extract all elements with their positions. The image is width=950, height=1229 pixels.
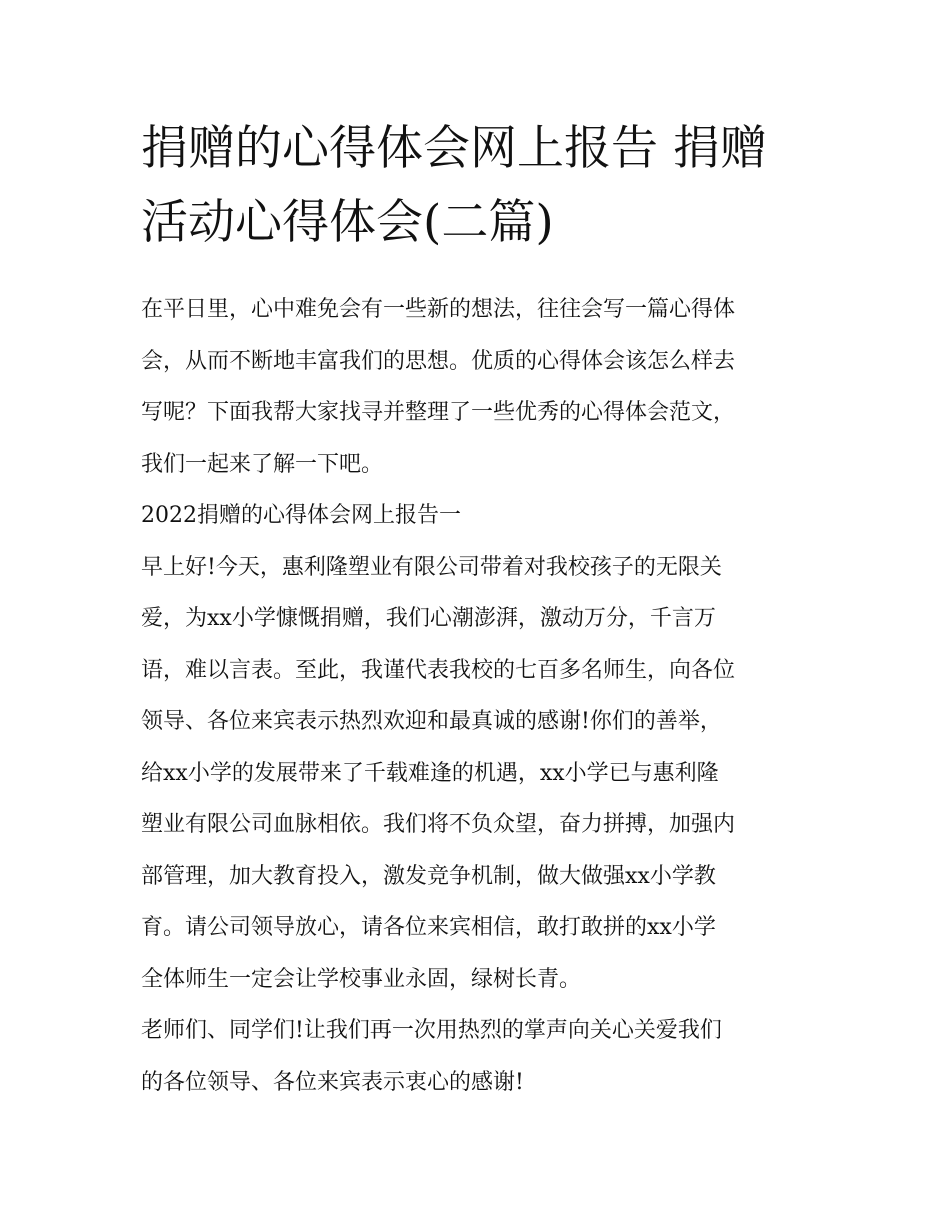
title-line: 活动心得体会(二篇) (141, 195, 554, 250)
text-line: 全体师生一定会让学校事业永固，绿树长青。 (141, 966, 582, 992)
text-line: 部管理，加大教育投入，激发竞争机制，做大做强xx小学教 (141, 863, 716, 889)
document-body (141, 284, 813, 1108)
closing-paragraph (141, 1005, 813, 1108)
title-line: 捐赠的心得体会网上报告 捐赠 (141, 121, 767, 176)
text-line: 2022捐赠的心得体会网上报告一 (141, 503, 461, 528)
text-line: 语，难以言表。至此，我谨代表我校的七百多名师生，向各位 (141, 657, 736, 683)
text-line: 育。请公司领导放心，请各位来宾相信，敢打敢拼的xx小学 (141, 915, 716, 940)
text-line: 老师们、同学们!让我们再一次用热烈的掌声向关心关爱我们 (141, 1018, 722, 1043)
text-line: 早上好!今天，惠利隆塑业有限公司带着对我校孩子的无限关 (141, 554, 722, 580)
text-line: 爱，为xx小学慷慨捐赠，我们心潮澎湃，激动万分，千言万 (141, 606, 716, 631)
section-heading (141, 490, 813, 542)
document-title (141, 112, 813, 260)
speech-paragraph (141, 542, 813, 1006)
document-content (141, 112, 813, 1108)
text-line: 写呢？下面我帮大家找寻并整理了一些优秀的心得体会范文， (141, 400, 736, 425)
text-line: 给xx小学的发展带来了千载难逢的机遇，xx小学已与惠利隆 (141, 760, 719, 786)
intro-paragraph (141, 284, 813, 490)
text-line: 的各位领导、各位来宾表示衷心的感谢! (141, 1069, 524, 1095)
text-line: 领导、各位来宾表示热烈欢迎和最真诚的感谢!你们的善举， (141, 709, 722, 734)
text-line: 我们一起来了解一下吧。 (141, 451, 384, 477)
text-line: 在平日里，心中难免会有一些新的想法，往往会写一篇心得体 (141, 297, 736, 322)
text-line: 会，从而不断地丰富我们的思想。优质的心得体会该怎么样去 (141, 348, 736, 374)
text-line: 塑业有限公司血脉相依。我们将不负众望，奋力拼搏，加强内 (141, 812, 736, 837)
